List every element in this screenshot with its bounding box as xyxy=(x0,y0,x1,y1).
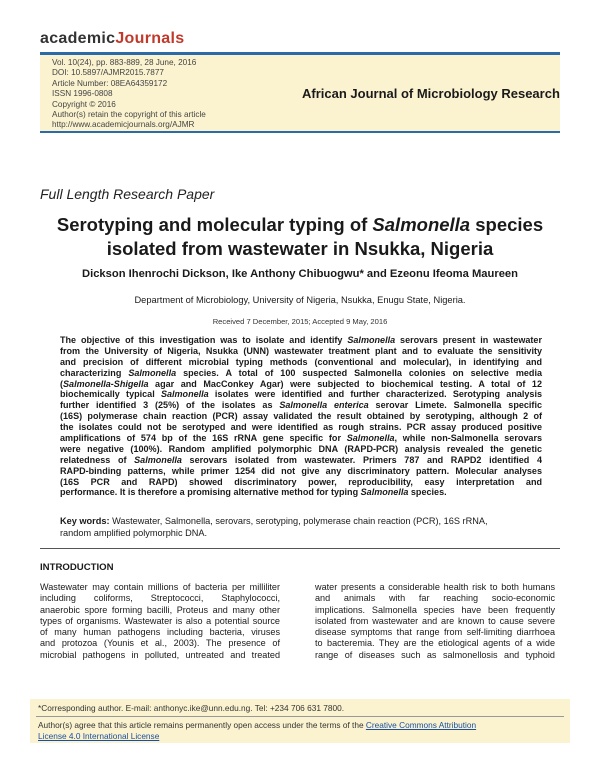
header-bottom-rule xyxy=(40,131,560,133)
body-text-line: microbial pathogens in polluted, untreated and treated xyxy=(40,649,280,660)
abstract-line: (Salmonella-Shigella agar and MacConkey Agar) were subjected to biochemical testing. A total of 12 xyxy=(60,378,542,389)
logo-accent-text: Journals xyxy=(115,30,185,47)
abstract-line: RAPD-binding patterns, while primer 1254 did not give any discriminatory pattern. Molecular analyses xyxy=(60,465,542,476)
abstract-line: and precision of different microbial typing methods (conventional and molecular), in identifying and xyxy=(60,356,542,367)
abstract-line: (16S) polymerase chain reaction (PCR) assay validated the result obtained by serotyping, although 2 of xyxy=(60,411,542,422)
article-meta xyxy=(52,58,206,131)
meta-doi[interactable]: DOI: 10.5897/AJMR2015.7877 xyxy=(52,68,164,78)
abstract-line: biochemically typical Salmonella isolates were identified and further characterized. Serotyping analysis xyxy=(60,389,542,400)
abstract-line: amplifications of 574 bp of the 16S rRNA gene specific for Salmonella, while non-Salmonella serovars xyxy=(60,433,542,444)
abstract-line: the isolates could not be serotyped and were identified as rough strains. PCR assay produced positive xyxy=(60,422,542,433)
corresponding-author: *Corresponding author. E-mail: anthonyc.ike@unn.edu.ng. Tel: +234 706 631 7800. xyxy=(38,703,345,713)
logo-main-text: academic xyxy=(40,30,116,47)
meta-article-number: Article Number: 08EA64359172 xyxy=(52,78,168,88)
license-text: Author(s) agree that this article remains permanently open access under the terms of the xyxy=(38,720,366,730)
intro-column-left xyxy=(40,582,280,661)
body-text-line: range of diseases such as salmonellosis and typhoid xyxy=(315,649,555,660)
abstract-line: further identified 3 (25%) of the isolates as Salmonella enterica serovar Limete. Salmonella specific xyxy=(60,400,542,411)
meta-rights: Author(s) retain the copyright of this article xyxy=(52,110,206,120)
paper-type: Full Length Research Paper xyxy=(40,186,215,202)
meta-volume: Vol. 10(24), pp. 883-889, 28 June, 2016 xyxy=(52,58,197,67)
paper-title xyxy=(20,213,580,261)
body-text-line: to bacteremia. They are the etiological agents of a wide xyxy=(315,638,555,649)
introduction-heading: INTRODUCTION xyxy=(40,562,114,573)
body-text-line: water presents a considerable health risk to both humans xyxy=(315,582,555,592)
abstract-line: (16S PCR and RAPD) showed discriminatory power, reproducibility, easy interpretation and xyxy=(60,476,542,487)
abstract-line: characterizing Salmonella species. A total of 100 suspected Salmonella colonies on selective media xyxy=(60,367,543,378)
abstract-line: from the University of Nigeria, Nsukka (UNN) wastewater treatment plant and to evaluate the sensitivity xyxy=(60,345,542,356)
abstract-line: performance. It is therefore a promising alternative method for typing Salmonella species. xyxy=(60,487,447,498)
keywords-line-2: random amplified polymorphic DNA. xyxy=(60,527,208,538)
body-text-line: types of organisms. Wastewater is also a potential source xyxy=(40,615,280,626)
intro-column-right xyxy=(315,582,555,661)
body-text-line: and protozoa (Younis et al., 2003). The presence of xyxy=(40,638,280,649)
body-text-line: disease symptoms that range from self-limiting diarrhoea xyxy=(315,627,555,638)
received-dates: Received 7 December, 2015; Accepted 9 May, 2016 xyxy=(212,317,388,326)
license-link[interactable]: Creative Commons Attribution xyxy=(365,720,477,730)
abstract-line: were negative (100%). Random amplified polymorphic DNA (RAPD-PCR) analysis revealed the genetic xyxy=(60,443,542,454)
title-line-1: Serotyping and molecular typing of Salmonella species xyxy=(56,214,544,235)
body-text-line: isolated from wastewater and are known to cause severe xyxy=(315,615,555,626)
abstract-line: The objective of this investigation was to isolate and identify Salmonella serovars present in wastewater xyxy=(60,335,542,345)
abstract xyxy=(60,335,542,498)
meta-copyright: Copyright © 2016 xyxy=(52,99,116,109)
keywords-line-1: Wastewater, Salmonella, serovars, serotyping, polymerase chain reaction (PCR), 16S rRNA, xyxy=(109,516,488,526)
body-text-line: Wastewater may contain millions of bacteria per milliliter xyxy=(40,582,280,592)
publisher-logo xyxy=(40,30,184,48)
footnote-divider xyxy=(36,716,564,717)
body-text-line: of many human pathogens including bacteria, viruses xyxy=(40,627,280,638)
keywords-label: Key words: xyxy=(60,516,110,526)
license-note xyxy=(38,720,476,742)
license-link-2[interactable]: License 4.0 International License xyxy=(38,731,160,741)
affiliation: Department of Microbiology, University of Nigeria, Nsukka, Enugu State, Nigeria. xyxy=(134,295,466,305)
body-text-line: anaerobic spore forming bacilli, Proteus and many other xyxy=(40,604,280,615)
keywords xyxy=(60,516,542,539)
journal-title: African Journal of Microbiology Research xyxy=(302,86,560,101)
body-text-line: implications. Salmonella species have been frequently xyxy=(315,604,555,615)
title-line-2: isolated from wastewater in Nsukka, Nigeria xyxy=(106,238,494,259)
body-text-line: including coliforms, Streptococci, Staphylococci, xyxy=(40,593,280,604)
section-divider xyxy=(40,548,560,549)
meta-journal-url[interactable]: http://www.academicjournals.org/AJMR xyxy=(52,120,195,130)
meta-issn: ISSN 1996-0808 xyxy=(52,89,113,99)
body-text-line: and animals with far reaching socio-economic xyxy=(315,593,555,604)
abstract-line: relatedness of Salmonella serovars isolated from wastewater. Primers 787 and RAPD2 identified 4 xyxy=(60,454,542,465)
author-list: Dickson Ihenrochi Dickson, Ike Anthony Chibuogwu* and Ezeonu Ifeoma Maureen xyxy=(82,268,518,280)
